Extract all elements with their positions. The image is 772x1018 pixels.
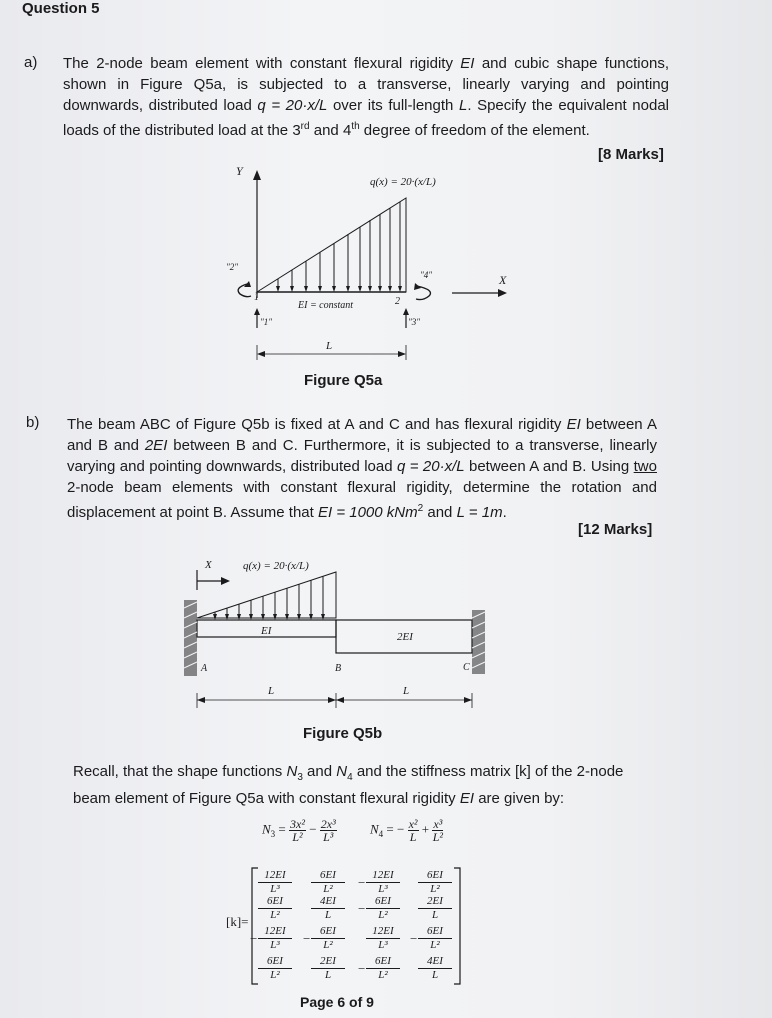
y-axis-arrowhead — [253, 170, 261, 180]
load-arrowheads-b — [213, 614, 325, 620]
matrix-cell-sign: − — [303, 931, 311, 946]
length-label-a: L — [326, 340, 333, 352]
matrix-cell-sign: − — [358, 875, 366, 890]
load-label-b: q(x) = 20·(x/L) — [243, 560, 309, 572]
matrix-cell-sign: − — [358, 961, 366, 976]
x-axis-arrowhead — [498, 289, 507, 297]
matrix-cell: 2EI L — [311, 956, 345, 981]
load-label-a: q(x) = 20·(x/L) — [370, 176, 436, 188]
matrix-cell: 6EI L² — [418, 926, 452, 951]
ei-left-label: EI — [261, 625, 272, 637]
matrix-cell: 2EI L — [418, 896, 452, 921]
figure-q5a-caption: Figure Q5a — [304, 372, 383, 389]
dof-1-label: "1" — [260, 317, 273, 327]
load-arrows-a — [278, 202, 400, 288]
matrix-cell: 12EI L³ — [366, 870, 400, 895]
part-b-marks: [12 Marks] — [578, 521, 653, 538]
matrix-cell: 6EI L² — [258, 956, 292, 981]
dof-4-label: "4" — [420, 270, 433, 280]
x-axis-label: X — [499, 273, 507, 287]
part-a-marks: [8 Marks] — [598, 146, 664, 163]
point-a-label: A — [201, 663, 208, 674]
stiffness-matrix-label: [k]= — [226, 914, 249, 929]
node-2-label: 2 — [395, 296, 400, 307]
distributed-load-triangle-b — [197, 572, 336, 618]
part-a-label: a) — [24, 54, 38, 71]
matrix-cell-sign: − — [410, 931, 418, 946]
shape-function-n3: $N_3$ = $\frac{\text{3x²}}{\text{L²}}$ − $\frac{\text{2x³}}{\text{L³}}$ — [262, 817, 336, 844]
figure-q5b-caption: Figure Q5b — [303, 725, 383, 742]
recall-text: Recall, that the shape functions $N_3$ and $N_4$ and the stiffness matrix [k] of the 2-node beam element of Figure Q5a with constant flexural rigidity EI are given by: — [73, 763, 624, 807]
load-arrowheads-a — [276, 286, 402, 292]
matrix-cell-sign: − — [358, 901, 366, 916]
matrix-cell: 12EI L³ — [258, 926, 292, 951]
point-b-label: B — [335, 663, 342, 674]
dof-2-label: "2" — [226, 262, 239, 272]
distributed-load-triangle — [257, 198, 406, 292]
dof-3-label: "3" — [408, 317, 421, 327]
matrix-cell: 12EI L³ — [366, 926, 400, 951]
question-title: Question 5 — [22, 0, 100, 17]
point-c-label: C — [463, 662, 470, 673]
matrix-cell: 6EI L² — [418, 870, 452, 895]
part-b-text: The beam ABC of Figure Q5b is fixed at A and C and has flexural rigidity EI between A and B and 2EI between B and C. Furthermore, it is subjected to a transverse, linearly varying and pointing downwards, distributed load q = 20·x/L between A and B. Using two 2-node beam elements with constant flexural rigidity, determine the rotation and displacement at point B. Assume that EI = 1000 kNm$^2$ and L = 1m. — [67, 416, 657, 521]
matrix-cell: 6EI L² — [311, 870, 345, 895]
part-b-label: b) — [26, 414, 40, 431]
figure-q5b — [175, 552, 495, 722]
ei-constant-label: EI = constant — [298, 300, 354, 311]
matrix-cell: 12EI L³ — [258, 870, 292, 895]
matrix-cell: 6EI L² — [366, 956, 400, 981]
matrix-cell-sign: − — [250, 931, 258, 946]
shape-function-n4: $N_4$ = − $\frac{\text{x²}}{L}$ + $\frac{\text{x³}}{\text{L²}}$ — [370, 817, 443, 844]
x-axis-label-b: X — [205, 559, 212, 571]
matrix-cell: 4EI L — [418, 956, 452, 981]
matrix-cell: 6EI L² — [311, 926, 345, 951]
ei-right-label: 2EI — [397, 631, 413, 643]
y-axis-label: Y — [236, 164, 243, 178]
page-number: Page 6 of 9 — [300, 994, 374, 1010]
part-a-text: The 2-node beam element with constant flexural rigidity EI and cubic shape functions, shown in Figure Q5a, is subjected to a transverse, linearly varying and pointing downwards, distributed load q = 20·x/L over its full-length L. Specify the equivalent nodal loads of the distributed load at the 3rd and 4th degree of freedom of the element. — [63, 55, 670, 139]
matrix-cell: 6EI L² — [366, 896, 400, 921]
length-left-label: L — [268, 685, 275, 697]
matrix-cell: 6EI L² — [258, 896, 292, 921]
node-1-label: 1 — [254, 292, 259, 303]
fixed-support-c — [472, 610, 485, 674]
matrix-cell: 4EI L — [311, 896, 345, 921]
figure-q5a — [220, 160, 520, 372]
length-right-label: L — [403, 685, 410, 697]
